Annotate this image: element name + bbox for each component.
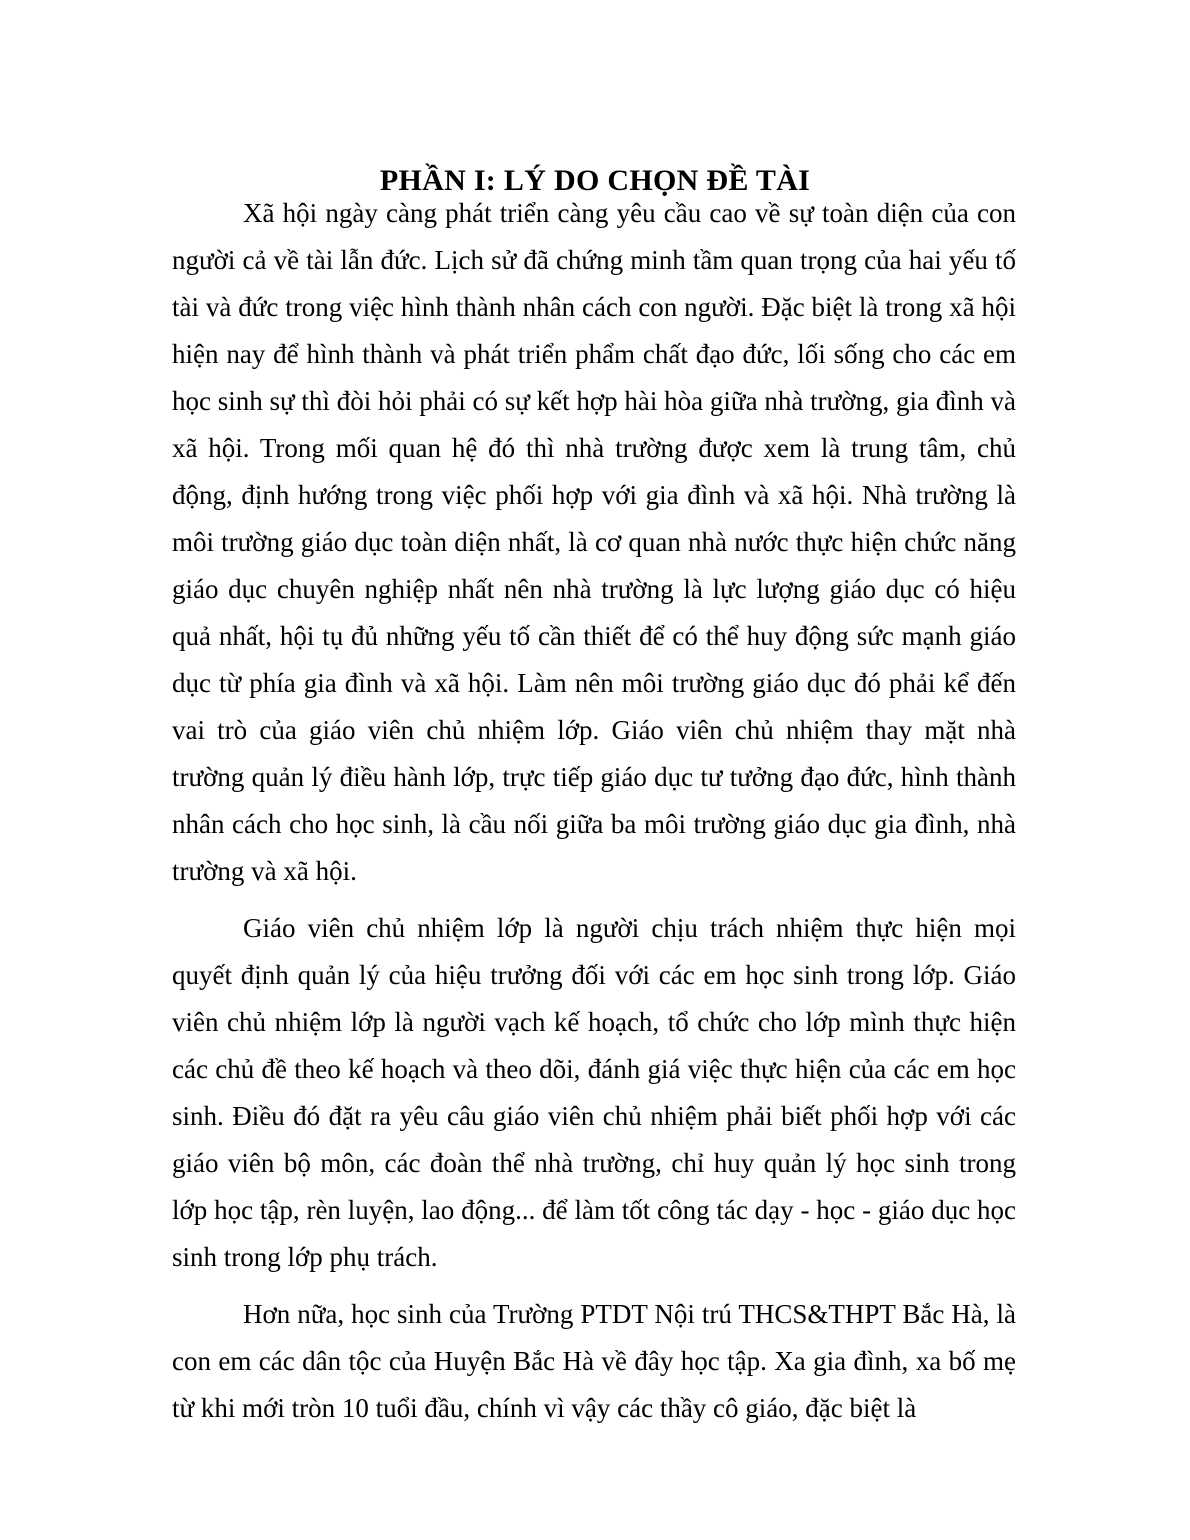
section-title: PHẦN I: LÝ DO CHỌN ĐỀ TÀI: [379, 164, 811, 198]
paragraph-1: Xã hội ngày càng phát triển càng yêu cầu cao về sự toàn diện của con người cả về tài lẫn đức. Lịch sử đã chứng minh tầm quan trọng của hai yếu tố tài và đức trong việc hình thành nhân cách con người. Đặc biệt là trong xã hội hiện nay để hình thành và phát triển phẩm chất đạo đức, lối sống cho các em học sinh sự thì đòi hỏi phải có sự kết hợp hài hòa giữa nhà trường, gia đình và xã hội. Trong mối quan hệ đó thì nhà trường được xem là trung tâm, chủ động, định hướng trong việc phối hợp với gia đình và xã hội. Nhà trường là môi trường giáo dục toàn diện nhất, là cơ quan nhà nước thực hiện chức năng giáo dục chuyên nghiệp nhất nên nhà trường là lực lượng giáo dục có hiệu quả nhất, hội tụ đủ những yếu tố cần thiết để có thể huy động sức mạnh giáo dục từ phía gia đình và xã hội. Làm nên môi trường giáo dục đó phải kể đến vai trò của giáo viên chủ nhiệm lớp. Giáo viên chủ nhiệm thay mặt nhà trường quản lý điều hành lớp, trực tiếp giáo dục tư tưởng đạo đức, hình thành nhân cách cho học sinh, là cầu nối giữa ba môi trường giáo dục gia đình, nhà trường và xã hội.: [172, 198, 1016, 886]
paragraph-2: Giáo viên chủ nhiệm lớp là người chịu trách nhiệm thực hiện mọi quyết định quản lý của hiệu trưởng đối với các em học sinh trong lớp. Giáo viên chủ nhiệm lớp là người vạch kế hoạch, tổ chức cho lớp mình thực hiện các chủ đề theo kế hoạch và theo dõi, đánh giá việc thực hiện của các em học sinh. Điều đó đặt ra yêu câu giáo viên chủ nhiệm phải biết phối hợp với các giáo viên bộ môn, các đoàn thể nhà trường, chỉ huy quản lý học sinh trong lớp học tập, rèn luyện, lao động... để làm tốt công tác dạy - học - giáo dục học sinh trong lớp phụ trách.: [172, 913, 1016, 1272]
body-text: [172, 190, 1016, 1432]
paragraph-3: Hơn nữa, học sinh của Trường PTDT Nội trú THCS&THPT Bắc Hà, là con em các dân tộc của Huyện Bắc Hà về đây học tập. Xa gia đình, xa bố mẹ từ khi mới tròn 10 tuổi đầu, chính vì vậy các thầy cô giáo, đặc biệt là: [172, 1299, 1016, 1423]
